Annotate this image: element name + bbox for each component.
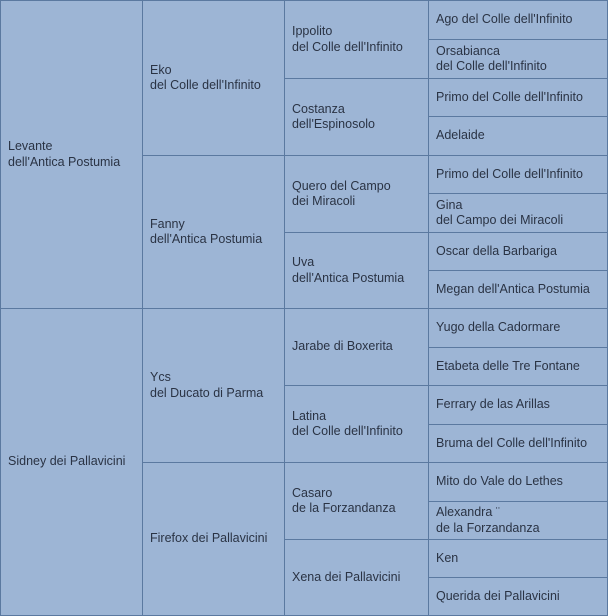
- ancestor-gen4: Mito do Vale do Lethes: [428, 462, 607, 501]
- ancestor-gen4: Primo del Colle dell'Infinito: [428, 155, 607, 193]
- ancestor-gen3: Jarabe di Boxerita: [284, 308, 428, 385]
- ancestor-gen4: Adelaide: [428, 116, 607, 155]
- ancestor-gen4: Gina del Campo dei Miracoli: [428, 193, 607, 232]
- ancestor-gen4: Primo del Colle dell'Infinito: [428, 78, 607, 116]
- ancestor-gen4: Megan dell'Antica Postumia: [428, 270, 607, 308]
- ancestor-gen4: Querida dei Pallavicini: [428, 577, 607, 615]
- dam: Sidney dei Pallavicini: [1, 308, 142, 615]
- ancestor-gen3: Uva dell'Antica Postumia: [284, 232, 428, 308]
- sire: Levante dell'Antica Postumia: [1, 1, 142, 308]
- ancestor-gen3: Xena dei Pallavicini: [284, 539, 428, 615]
- ancestor-gen4: Alexandra ¨ de la Forzandanza: [428, 501, 607, 539]
- paternal-granddam: Fanny dell'Antica Postumia: [142, 155, 284, 308]
- ancestor-gen4: Etabeta delle Tre Fontane: [428, 347, 607, 385]
- maternal-grandsire: Ycs del Ducato di Parma: [142, 308, 284, 462]
- ancestor-gen3: Quero del Campo dei Miracoli: [284, 155, 428, 232]
- maternal-granddam: Firefox dei Pallavicini: [142, 462, 284, 615]
- ancestor-gen3: Latina del Colle dell'Infinito: [284, 385, 428, 462]
- ancestor-gen3: Casaro de la Forzandanza: [284, 462, 428, 539]
- ancestor-gen4: Bruma del Colle dell'Infinito: [428, 424, 607, 462]
- ancestor-gen4: Orsabianca del Colle dell'Infinito: [428, 39, 607, 78]
- ancestor-gen4: Yugo della Cadormare: [428, 308, 607, 347]
- ancestor-gen3: Ippolito del Colle dell'Infinito: [284, 1, 428, 78]
- ancestor-gen4: Ago del Colle dell'Infinito: [428, 1, 607, 39]
- ancestor-gen4: Ken: [428, 539, 607, 577]
- ancestor-gen3: Costanza dell'Espinosolo: [284, 78, 428, 155]
- ancestor-gen4: Ferrary de las Arillas: [428, 385, 607, 424]
- ancestor-gen4: Oscar della Barbariga: [428, 232, 607, 270]
- paternal-grandsire: Eko del Colle dell'Infinito: [142, 1, 284, 155]
